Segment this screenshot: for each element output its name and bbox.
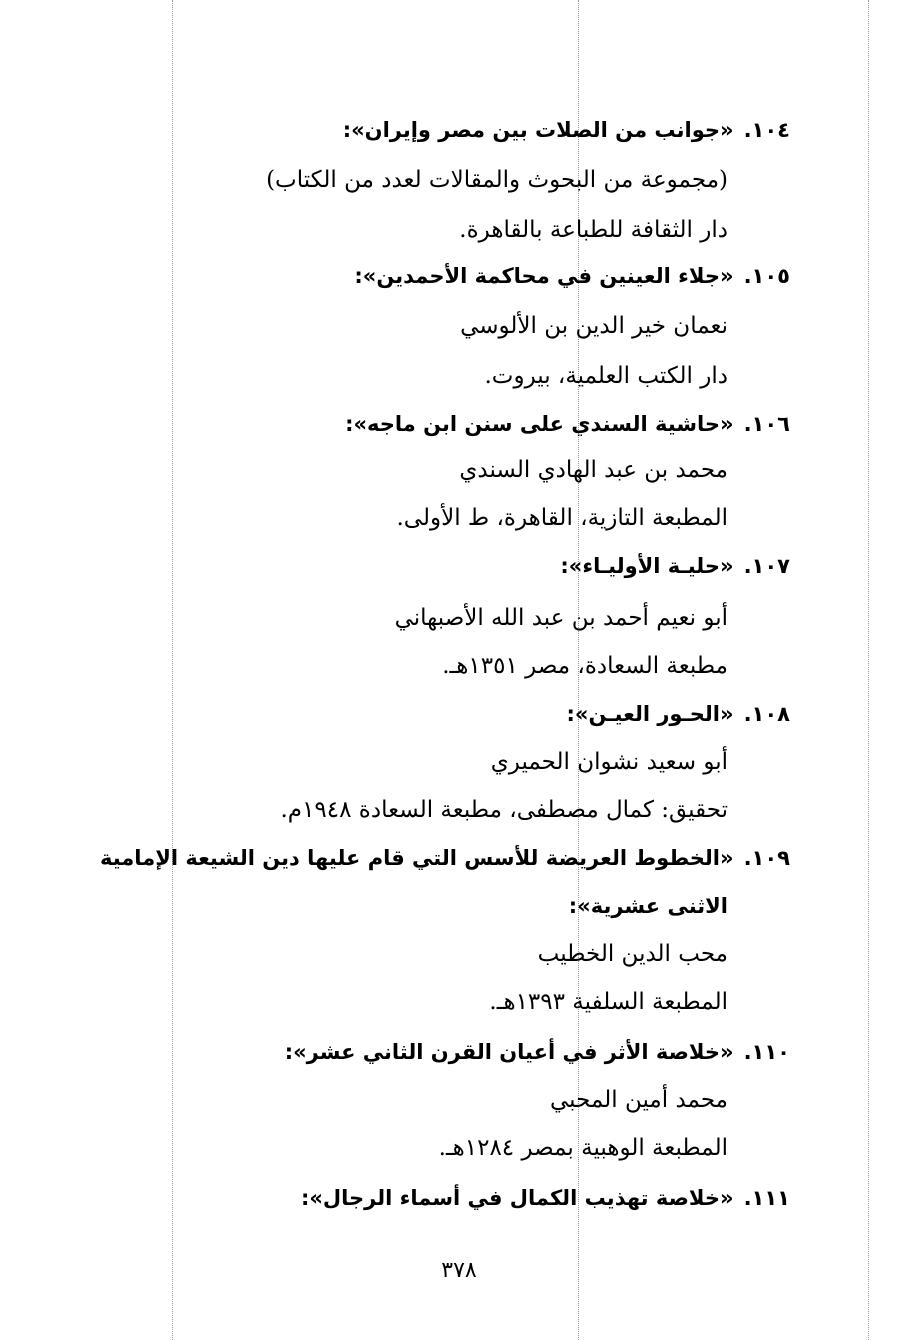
entry-109-publisher: المطبعة السلفية ١٣٩٣هـ. bbox=[489, 989, 728, 1015]
entry-104-heading bbox=[343, 112, 790, 148]
entry-number: ١٠٨. bbox=[743, 702, 790, 726]
entry-108-heading bbox=[566, 696, 790, 732]
entry-106-publisher: المطبعة التازية، القاهرة، ط الأولى. bbox=[396, 505, 728, 531]
entry-number: ١٠٩. bbox=[743, 846, 790, 870]
entry-number: ١١١. bbox=[743, 1186, 790, 1210]
entry-title: «الخطوط العريضة للأسس التي قام عليها دين الشيعة الإمامية bbox=[100, 846, 734, 870]
entry-105-publisher: دار الكتب العلمية، بيروت. bbox=[484, 363, 728, 389]
page-number: ٣٧٨ bbox=[441, 1258, 477, 1283]
entry-108-publisher: تحقيق: كمال مصطفى، مطبعة السعادة ١٩٤٨م. bbox=[280, 797, 728, 823]
entry-108-author: أبو سعيد نشوان الحميري bbox=[490, 749, 728, 775]
fold-line-right bbox=[868, 0, 869, 1340]
entry-106-heading bbox=[345, 406, 790, 442]
entry-109-heading-continued: الاثنى عشرية»: bbox=[568, 894, 728, 918]
entry-title: «جوانب من الصلات بين مصر وإيران»: bbox=[342, 118, 734, 142]
entry-105-author: نعمان خير الدين بن الألوسي bbox=[460, 313, 728, 339]
entry-106-author: محمد بن عبد الهادي السندي bbox=[459, 457, 728, 483]
entry-107-author: أبو نعيم أحمد بن عبد الله الأصبهاني bbox=[394, 605, 728, 631]
entry-title: «خلاصة الأثر في أعيان القرن الثاني عشر»: bbox=[284, 1040, 734, 1064]
entry-105-heading bbox=[354, 258, 790, 294]
entry-111-heading bbox=[301, 1180, 790, 1216]
entry-107-publisher: مطبعة السعادة، مصر ١٣٥١هـ. bbox=[442, 653, 728, 679]
entry-107-heading bbox=[560, 548, 790, 584]
entry-number: ١٠٥. bbox=[743, 264, 790, 288]
entry-title: «الحـور العيـن»: bbox=[566, 702, 734, 726]
entry-number: ١٠٦. bbox=[743, 412, 790, 436]
entry-109-heading bbox=[100, 840, 790, 876]
entry-title: «حاشية السندي على سنن ابن ماجه»: bbox=[345, 412, 734, 436]
entry-title: «حليـة الأوليـاء»: bbox=[560, 554, 734, 578]
entry-110-heading bbox=[285, 1034, 790, 1070]
entry-title: «جلاء العينين في محاكمة الأحمدين»: bbox=[354, 264, 734, 288]
entry-number: ١٠٤. bbox=[743, 118, 790, 142]
entry-number: ١٠٧. bbox=[743, 554, 790, 578]
entry-title: «خلاصة تهذيب الكمال في أسماء الرجال»: bbox=[300, 1186, 734, 1210]
entry-110-publisher: المطبعة الوهبية بمصر ١٢٨٤هـ. bbox=[438, 1135, 728, 1161]
entry-104-publisher: دار الثقافة للطباعة بالقاهرة. bbox=[459, 217, 728, 243]
entry-number: ١١٠. bbox=[743, 1040, 790, 1064]
entry-104-note: (مجموعة من البحوث والمقالات لعدد من الكتاب) bbox=[266, 167, 728, 193]
entry-110-author: محمد أمين المحبي bbox=[550, 1087, 728, 1113]
entry-109-author: محب الدين الخطيب bbox=[537, 941, 728, 967]
fold-line-left bbox=[172, 0, 173, 1340]
